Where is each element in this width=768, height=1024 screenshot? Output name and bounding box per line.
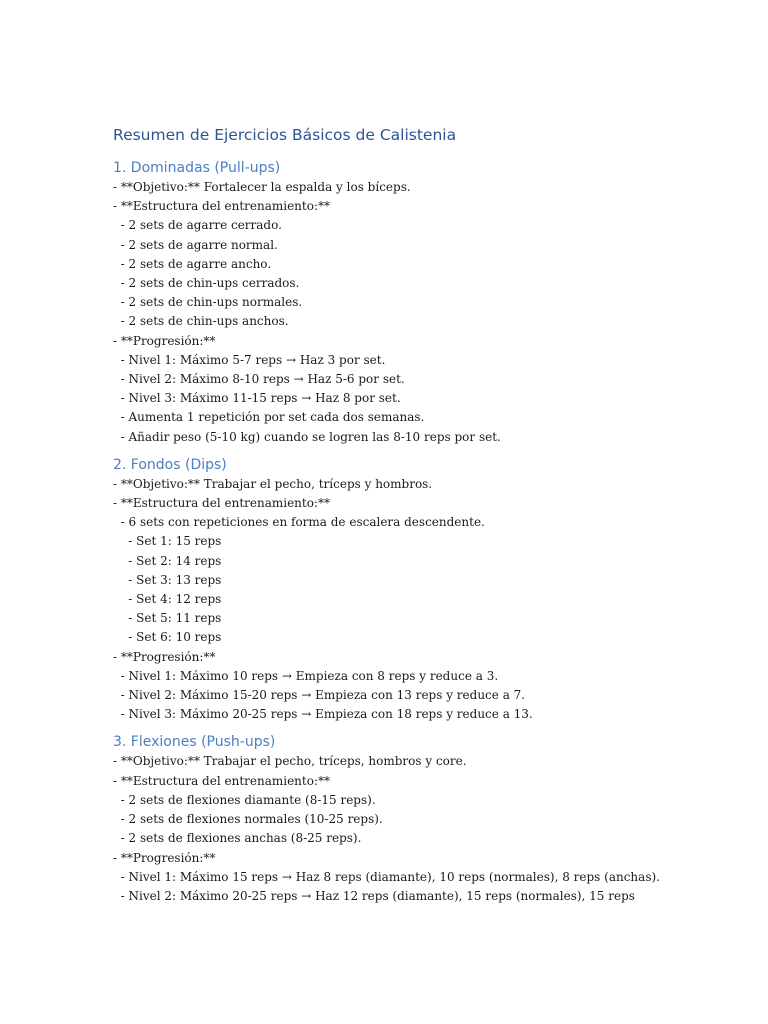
section-flexiones: [113, 732, 733, 906]
text-line: - **Estructura del entrenamiento:**: [113, 496, 330, 511]
text-line: - Nivel 3: Máximo 20-25 reps → Empieza con 18 reps y reduce a 13.: [113, 707, 533, 722]
text-line: - Nivel 1: Máximo 15 reps → Haz 8 reps (diamante), 10 reps (normales), 8 reps (anchas).: [113, 869, 660, 884]
text-line: - Nivel 2: Máximo 15-20 reps → Empieza con 13 reps y reduce a 7.: [113, 688, 526, 703]
section-dominadas: [113, 158, 733, 447]
text-line: - **Progresión:**: [113, 850, 216, 865]
section-lines: [113, 178, 733, 447]
text-line: - Set 6: 10 reps: [113, 630, 222, 645]
text-line: - Nivel 3: Máximo 11-15 reps → Haz 8 por set.: [113, 391, 401, 406]
text-line: - Nivel 2: Máximo 20-25 reps → Haz 12 reps (diamante), 15 reps (normales), 15 reps: [113, 888, 635, 903]
text-line: - 2 sets de chin-ups anchos.: [113, 314, 289, 329]
section-heading: 3. Flexiones (Push-ups): [113, 734, 276, 751]
section-heading: 2. Fondos (Dips): [113, 456, 227, 473]
text-line: - **Progresión:**: [113, 649, 216, 664]
text-line: - Nivel 1: Máximo 10 reps → Empieza con 8 reps y reduce a 3.: [113, 668, 499, 683]
text-line: - **Estructura del entrenamiento:**: [113, 773, 330, 788]
text-line: - Set 4: 12 reps: [113, 592, 222, 607]
text-line: - Set 5: 11 reps: [113, 611, 222, 626]
section-lines: [113, 752, 733, 906]
text-line: - Set 1: 15 reps: [113, 534, 222, 549]
document-content: [113, 124, 733, 914]
text-line: - Añadir peso (5-10 kg) cuando se logren las 8-10 reps por set.: [113, 429, 501, 444]
text-line: - **Objetivo:** Trabajar el pecho, tríceps y hombros.: [113, 476, 433, 491]
text-line: - **Estructura del entrenamiento:**: [113, 199, 330, 214]
text-line: - 2 sets de agarre cerrado.: [113, 218, 282, 233]
document-title: Resumen de Ejercicios Básicos de Calistenia: [113, 126, 457, 144]
text-line: - 2 sets de flexiones normales (10-25 reps).: [113, 812, 383, 827]
text-line: - 2 sets de chin-ups cerrados.: [113, 276, 300, 291]
section-fondos: [113, 455, 733, 725]
text-line: - 2 sets de flexiones diamante (8-15 reps).: [113, 792, 376, 807]
text-line: - Nivel 2: Máximo 8-10 reps → Haz 5-6 por set.: [113, 372, 405, 387]
section-lines: [113, 475, 733, 725]
text-line: - 2 sets de flexiones anchas (8-25 reps).: [113, 831, 362, 846]
text-line: - 2 sets de chin-ups normales.: [113, 295, 303, 310]
text-line: - 2 sets de agarre ancho.: [113, 256, 272, 271]
text-line: - **Objetivo:** Trabajar el pecho, tríceps, hombros y core.: [113, 754, 467, 769]
text-line: - Set 3: 13 reps: [113, 572, 222, 587]
text-line: - Nivel 1: Máximo 5-7 reps → Haz 3 por set.: [113, 352, 386, 367]
text-line: - Aumenta 1 repetición por set cada dos semanas.: [113, 410, 425, 425]
text-line: - 6 sets con repeticiones en forma de escalera descendente.: [113, 515, 485, 530]
text-line: - **Objetivo:** Fortalecer la espalda y los bíceps.: [113, 180, 411, 194]
section-heading: 1. Dominadas (Pull-ups): [113, 160, 281, 176]
text-line: - **Progresión:**: [113, 333, 216, 348]
text-line: - 2 sets de agarre normal.: [113, 237, 278, 252]
text-line: - Set 2: 14 reps: [113, 553, 222, 568]
